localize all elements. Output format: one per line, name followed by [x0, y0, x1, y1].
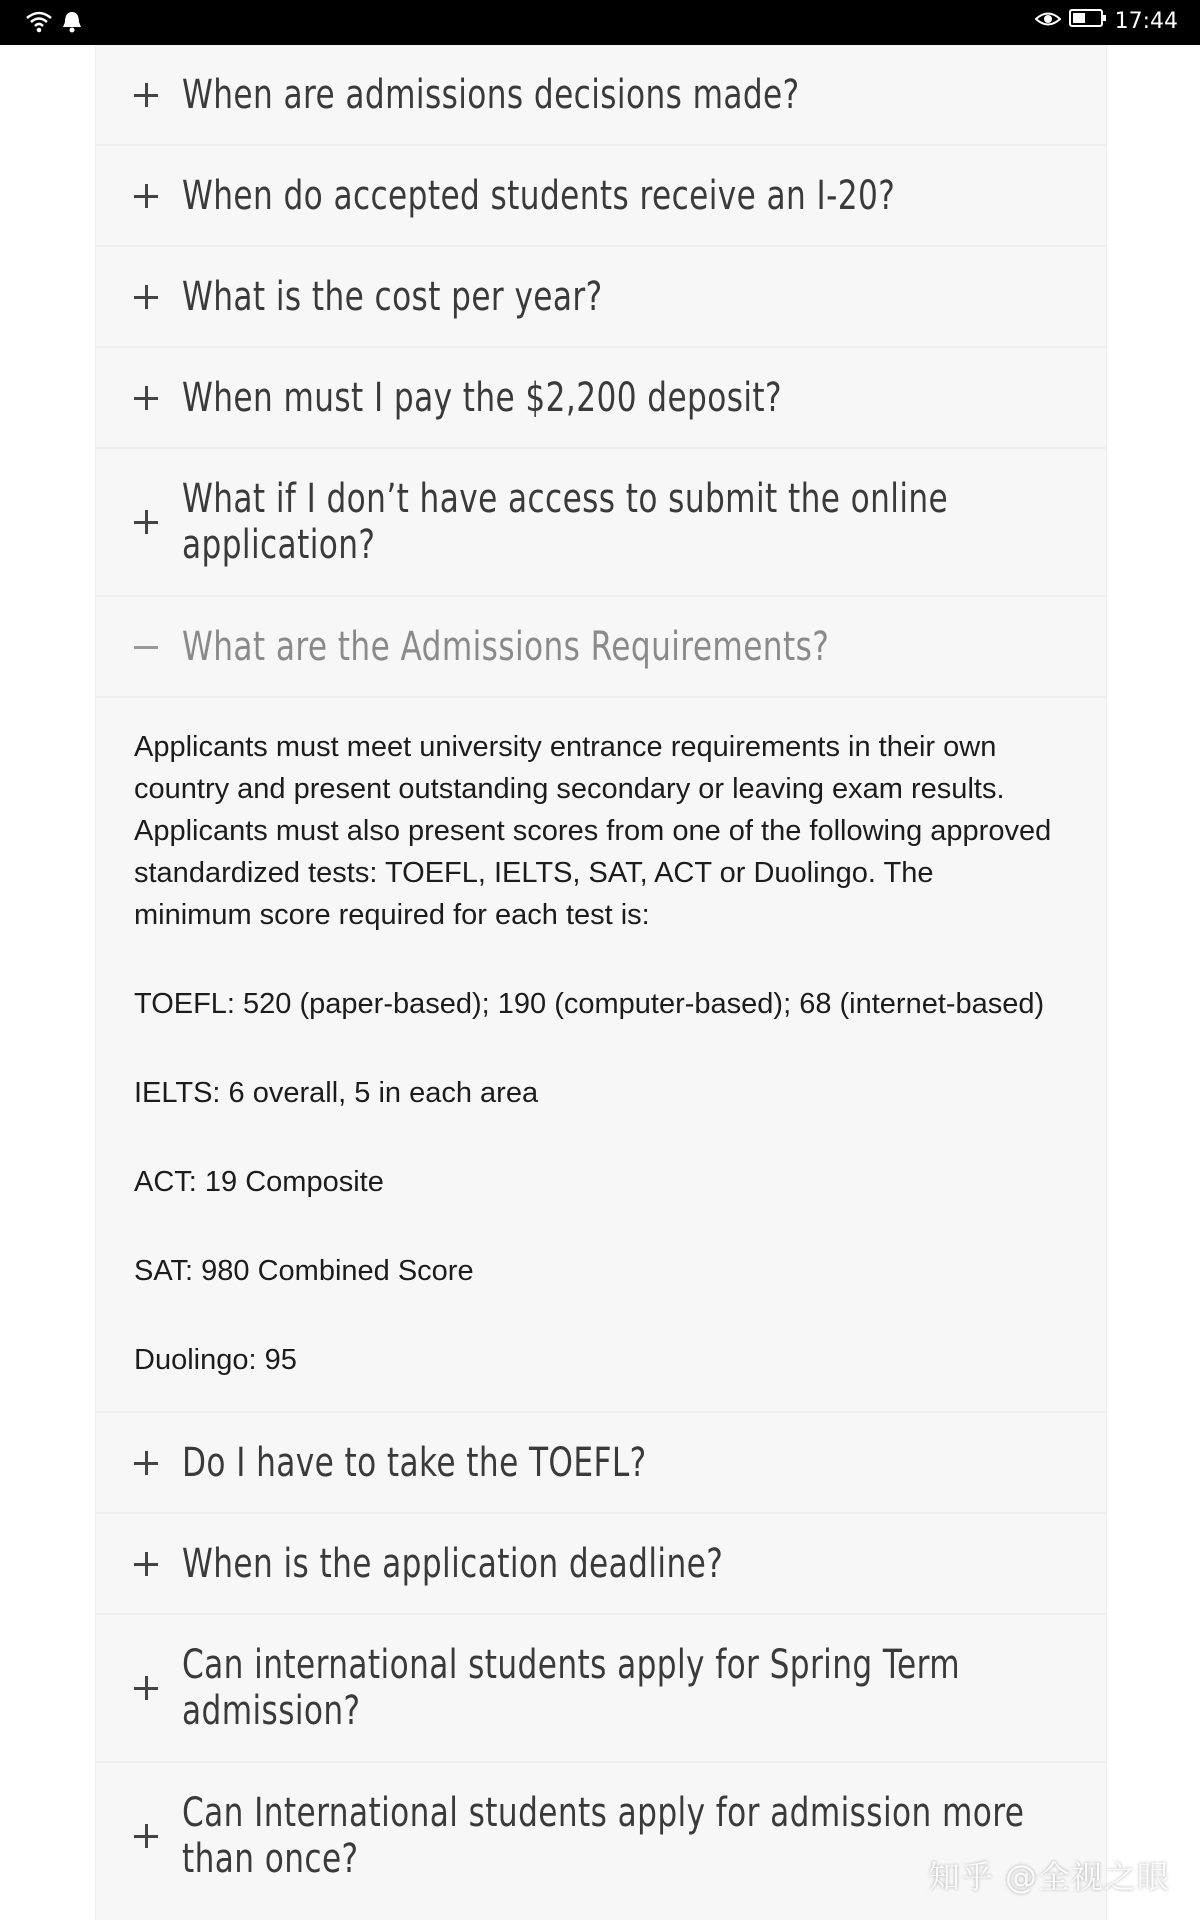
minus-icon[interactable]	[134, 635, 158, 659]
answer-toefl: TOEFL: 520 (paper-based); 190 (computer-based); 68 (internet-based)	[134, 988, 1045, 1020]
plus-icon[interactable]	[134, 184, 158, 208]
plus-icon[interactable]	[134, 285, 158, 309]
battery-icon	[1069, 8, 1107, 34]
answer-act: ACT: 19 Composite	[134, 1166, 384, 1198]
faq-item[interactable]	[96, 1413, 1106, 1514]
faq-question[interactable]: When is the application deadline?	[182, 1540, 724, 1587]
plus-icon[interactable]	[134, 1824, 158, 1848]
plus-icon[interactable]	[134, 1451, 158, 1475]
faq-question[interactable]: What if I don’t have access to submit the online application?	[182, 476, 949, 568]
faq-question[interactable]: When do accepted students receive an I-20?	[182, 172, 896, 219]
answer-duolingo: Duolingo: 95	[134, 1344, 297, 1376]
faq-item[interactable]	[96, 348, 1106, 449]
faq-answer	[96, 696, 1106, 1413]
eye-comfort-icon	[1035, 9, 1061, 34]
answer-paragraph: Applicants must meet university entrance requirements in their own country and present outstanding secondary or leaving exam results. Applicants must also present scores from one of the following approved standardized tests: TOEFL, IELTS, SAT, ACT or Duolingo. The minimum score required for each test is:	[134, 731, 1052, 931]
plus-icon[interactable]	[134, 83, 158, 107]
plus-icon[interactable]	[134, 1676, 158, 1700]
faq-question[interactable]: When must I pay the $2,200 deposit?	[182, 374, 782, 421]
plus-icon[interactable]	[134, 386, 158, 410]
faq-question[interactable]: Can International students apply for admission more than once?	[182, 1790, 1025, 1882]
status-bar	[0, 0, 1200, 45]
wifi-icon	[26, 11, 52, 37]
faq-question[interactable]: What are the Admissions Requirements?	[182, 623, 830, 670]
faq-item[interactable]	[96, 1514, 1106, 1615]
faq-item-expanded[interactable]	[96, 597, 1106, 696]
faq-question[interactable]: What is the cost per year?	[182, 273, 603, 320]
status-time: 17:44	[1114, 8, 1178, 34]
plus-icon[interactable]	[134, 1552, 158, 1576]
faq-item[interactable]	[96, 45, 1106, 146]
answer-sat: SAT: 980 Combined Score	[134, 1255, 474, 1287]
faq-item[interactable]	[96, 449, 1106, 597]
faq-item[interactable]	[96, 247, 1106, 348]
watermark: 知乎 @全视之眼	[927, 1858, 1170, 1896]
faq-accordion	[95, 45, 1107, 1920]
faq-question[interactable]: Do I have to take the TOEFL?	[182, 1439, 647, 1486]
plus-icon[interactable]	[134, 510, 158, 534]
notification-bell-icon	[62, 10, 82, 38]
faq-question[interactable]: When are admissions decisions made?	[182, 71, 800, 118]
faq-item[interactable]	[96, 1615, 1106, 1763]
faq-question[interactable]: Can international students apply for Spring Term admission?	[182, 1642, 961, 1734]
answer-ielts: IELTS: 6 overall, 5 in each area	[134, 1077, 539, 1109]
faq-item[interactable]	[96, 146, 1106, 247]
